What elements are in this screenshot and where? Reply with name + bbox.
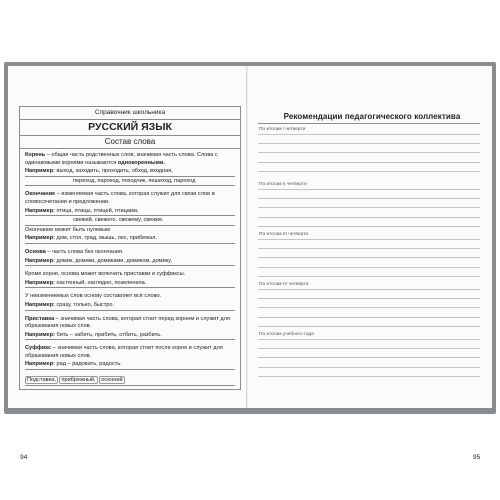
unchanged-example: Например: сразу, только, быстро. xyxy=(25,302,235,311)
suffix-definition: Суффикс – значимая часть слова, которая стоит после корня и служит для образования новых слов. xyxy=(25,345,223,359)
quarter-2-block xyxy=(258,182,480,227)
quarter-4-block xyxy=(258,282,480,327)
stem-term: Основа xyxy=(25,248,46,255)
prefix-example: Например: бить – забить, прибить, отбить, разбить. xyxy=(25,332,235,341)
page-title: РУССКИЙ ЯЗЫК xyxy=(20,120,240,136)
quarter-3-caption: По итогам III четверти xyxy=(259,232,309,237)
quarter-1-block xyxy=(258,127,480,172)
year-caption: По итогам учебного года xyxy=(259,332,314,337)
root-example-cont: переход, пароход, походчик, пешеход, пароход xyxy=(25,178,235,187)
section-title: Состав слова xyxy=(20,136,240,149)
stem-example-2: Например: настенный, наглядно, позеленела. xyxy=(25,280,235,289)
quarter-2-caption: По итогам II четверти xyxy=(259,182,307,187)
suffix-example: Например: рад – радовать, радость. xyxy=(25,361,235,370)
ending-null-example: Например: дом, стол, град, мышь, лес, прибежал. xyxy=(25,235,235,244)
root-term: Корень xyxy=(25,152,46,158)
page-header: Справочник школьника xyxy=(20,107,240,120)
prefix-term: Приставка xyxy=(25,315,55,322)
root-example: Например: выход, заходить, проходить, обход, входная, xyxy=(25,168,235,177)
reference-frame xyxy=(19,106,241,390)
recommendations-title: Рекомендации педагогического коллектива xyxy=(283,112,461,121)
year-block xyxy=(258,332,480,377)
unchanged-note: У неизменяемых слов основу составляет всё слово. xyxy=(25,293,162,300)
quarter-4-caption: По итогам IV четверти xyxy=(259,282,309,287)
prefix-definition: Приставка – значимая часть слова, которая стоит перед корнем и служит для образования новых слов. xyxy=(25,315,230,330)
reference-body xyxy=(20,149,240,386)
right-page xyxy=(248,66,492,461)
word-pill: осенний xyxy=(101,377,123,384)
quarter-1-caption: По итогам I четверти xyxy=(259,127,306,132)
word-pill: Подставка, xyxy=(27,377,56,384)
page-number-left: 94 xyxy=(20,454,28,461)
ending-example-cont: свежий, свежего, свежему, свежие. xyxy=(25,217,235,226)
stem-note: Кроме корня, основа может включать приставки и суффиксы. xyxy=(25,271,186,278)
stem-definition: Основа – часть слова без окончания. xyxy=(25,248,124,255)
ending-example: Например: птица, птицы, птицей, птицами, xyxy=(25,208,235,217)
root-definition: Корень – общая часть родственных слов, значимая часть слова. Слова с одинаковыми корнями называются однокоренными. xyxy=(25,152,218,166)
stem-example: Например: домик, домики, домиками, домиком, домику. xyxy=(25,258,235,267)
page-number-right: 95 xyxy=(473,454,481,461)
title-rule xyxy=(258,123,480,124)
word-pill: прибрежный, xyxy=(61,377,96,384)
word-examples xyxy=(25,376,235,386)
quarter-3-block xyxy=(258,232,480,277)
ending-null-note: Окончание может быть нулевым xyxy=(25,226,110,233)
left-page xyxy=(8,66,247,461)
suffix-term: Суффикс xyxy=(25,345,52,352)
ending-term: Окончание xyxy=(25,191,56,198)
ending-definition: Окончание – изменяемая часть слова, которая служит для связи слов в словосочетании и предложении. xyxy=(25,191,215,205)
